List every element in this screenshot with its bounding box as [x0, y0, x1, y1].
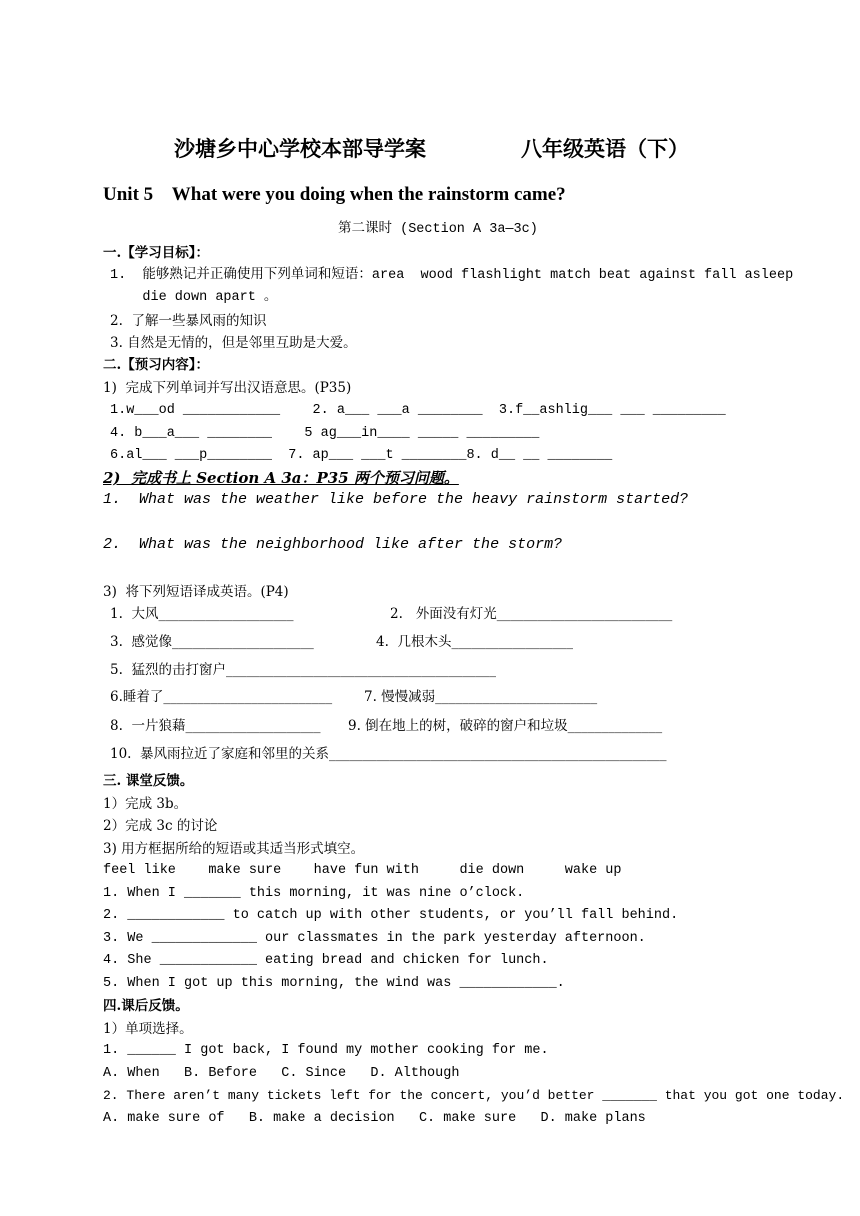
phrase-item: 6.睡着了_________________________: [110, 689, 333, 705]
preview-part2: 2) 完成书上 Section A 3a：P35 两个预习问题。: [103, 469, 459, 487]
goal-item: 3. 自然是无情的，但是邻里互助是大爱。: [110, 335, 357, 351]
choice-options: A. make sure of B. make a decision C. make sure D. make plans: [103, 1111, 646, 1126]
fill-sentence: 3. We _____________ our classmates in the park yesterday afternoon.: [103, 931, 646, 946]
preview-question: 2. What was the neighborhood like after the storm?: [103, 536, 563, 553]
choice-question: 1. ______ I got back, I found my mother cooking for me.: [103, 1043, 549, 1058]
phrase-item: 3. 感觉像_____________________: [110, 634, 314, 650]
school-title: 沙塘乡中心学校本部导学案: [174, 136, 426, 161]
goals-heading: 一.【学习目标】：: [103, 245, 209, 261]
word-row: 1.w___od ____________ 2. a___ ___a ________ 3.f__ashlig___ ___ _________: [110, 403, 726, 418]
fill-sentence: 1. When I _______ this morning, it was nine o’clock.: [103, 886, 525, 901]
word-row: 6.al___ ___p________ 7. ap___ ___t ________8. d__ __ ________: [110, 448, 613, 463]
choice-question: 2. There aren’t many tickets left for the concert, you’d better _______ that you got one today.: [103, 1088, 845, 1103]
preview-question: 1. What was the weather like before the heavy rainstorm started?: [103, 491, 689, 508]
phrase-item: 9. 倒在地上的树，破碎的窗户和垃圾______________: [348, 718, 663, 734]
word-box: feel like make sure have fun with die down wake up: [103, 863, 622, 878]
goal-item: 1. 能够熟记并正确使用下列单词和短语：area wood flashlight match beat against fall asleep: [110, 268, 794, 283]
phrase-item: 8. 一片狼藉____________________: [110, 718, 321, 734]
goal-item: 2. 了解一些暴风雨的知识: [110, 313, 267, 329]
choice-options: A. When B. Before C. Since D. Although: [103, 1066, 460, 1081]
preview-heading: 二.【预习内容】：: [103, 357, 209, 373]
phrase-item: 10. 暴风雨拉近了家庭和邻里的关系__________________________________________________: [110, 746, 667, 762]
phrase-item: 5. 猛烈的击打窗户________________________________________: [110, 662, 496, 678]
phrase-item: 2. 外面没有灯光__________________________: [390, 606, 673, 622]
word-row: 4. b___a___ ________ 5 ag___in____ _____ _________: [110, 426, 540, 441]
phrase-item: 1. 大风____________________: [110, 606, 294, 622]
preview-part1: 1) 完成下列单词并写出汉语意思。(P35): [103, 380, 352, 396]
phrase-item: 7. 慢慢减弱________________________: [364, 689, 598, 705]
phrase-item: 4. 几根木头__________________: [376, 634, 573, 650]
classroom-heading: 三. 课堂反馈。: [103, 773, 194, 789]
after-class-heading: 四.课后反馈。: [103, 998, 189, 1014]
goal-item: die down apart 。: [110, 290, 278, 305]
after-class-sub: 1）单项选择。: [103, 1021, 193, 1037]
grade-title: 八年级英语（下）: [521, 136, 689, 161]
fill-sentence: 5. When I got up this morning, the wind was ____________.: [103, 976, 565, 991]
classroom-item: 1）完成 3b。: [103, 796, 188, 812]
unit-title: Unit 5 What were you doing when the rainstorm came?: [103, 184, 566, 205]
classroom-item: 3) 用方框据所给的短语或其适当形式填空。: [103, 841, 365, 857]
fill-sentence: 4. She ____________ eating bread and chicken for lunch.: [103, 953, 549, 968]
lesson-subtitle: 第二课时 (Section A 3a—3c): [338, 222, 538, 237]
fill-sentence: 2. ____________ to catch up with other students, or you’ll fall behind.: [103, 908, 679, 923]
classroom-item: 2）完成 3c 的讨论: [103, 818, 218, 834]
preview-part3: 3) 将下列短语译成英语。(P4): [103, 584, 289, 600]
